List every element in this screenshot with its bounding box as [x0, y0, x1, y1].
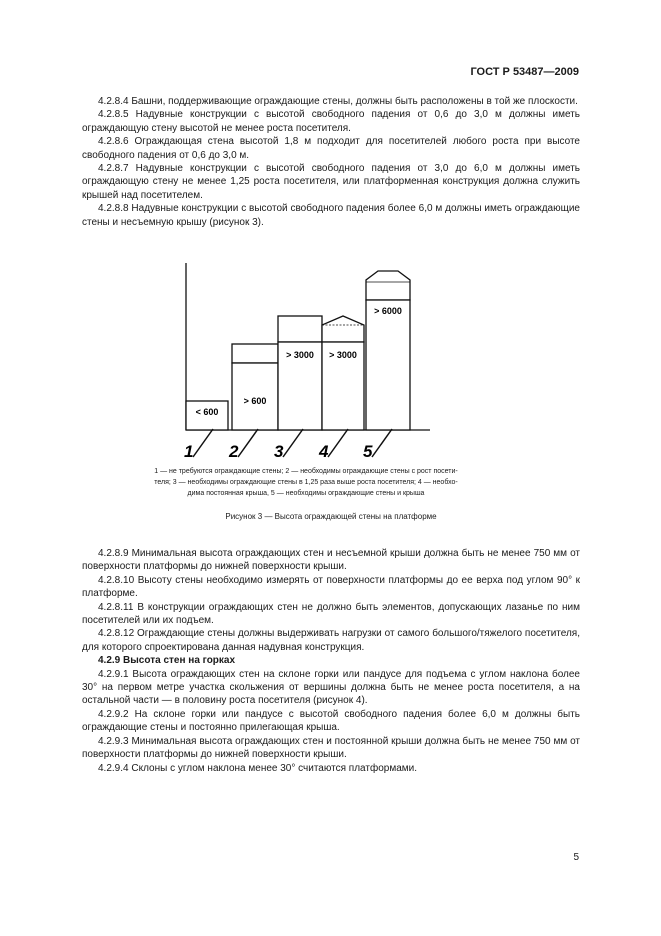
figure-caption [108, 466, 504, 499]
bar-3-number: 3 [274, 442, 284, 461]
bar-2-label: > 600 [243, 396, 267, 406]
bar-5 [366, 300, 410, 430]
paragraph: 4.2.9.3 Минимальная высота ограждающих стен и постоянной крыши должна быть не менее 750 мм от поверхности платформы до нижней поверхности крыши. [82, 735, 580, 761]
paragraph: 4.2.9.1 Высота ограждающих стен на склоне горки или пандусе для подъема с углом наклона более 30° на первом метре участка скольжения от вершины должна быть не менее роста посетителя, а на остальной части — в половину роста посетителя (рисунок 4). [82, 668, 580, 707]
bar-5-label: > 6000 [374, 306, 402, 316]
leader-line [372, 429, 392, 457]
paragraph: 4.2.8.11 В конструкции ограждающих стен не должно быть элементов, допускающих лазанье по ним посетителей или их подъем. [82, 601, 580, 627]
document-id: ГОСТ Р 53487—2009 [470, 66, 579, 78]
bar-3-label: > 3000 [286, 350, 314, 360]
leader-line [238, 429, 258, 457]
leader-line [193, 429, 213, 457]
paragraph: 4.2.8.7 Надувные конструкции с высотой свободного падения от 3,0 до 6,0 м должны иметь ограждающую стену не менее 1,25 роста посетителя, или платформенная конструкция должна служить крышей над посетителем. [82, 163, 580, 201]
bar-4-roof [322, 316, 364, 342]
bar-2-number: 2 [229, 442, 239, 461]
paragraph: 4.2.8.9 Минимальная высота ограждающих стен и несъемной крыши должна быть не менее 750 мм от поверхности платформы до нижней поверхности крыши. [82, 548, 580, 573]
figure-title: Рисунок 3 — Высота ограждающей стены на платформе [225, 512, 437, 521]
bar-4-number: 4 [319, 442, 329, 461]
text-block-bottom [82, 547, 580, 775]
bar-3-wall [278, 316, 322, 342]
section-heading: 4.2.9 Высота стен на горках [98, 655, 236, 667]
bar-1-label: < 600 [195, 407, 219, 417]
leader-line [283, 429, 303, 457]
caption-line: дима постоянная крыша, 5 — необходимы ограждающие стены и крыша [187, 490, 425, 497]
bar-5-number: 5 [363, 442, 373, 461]
caption-line: 1 — не требуются ограждающие стены; 2 — необходимы ограждающие стены с рост посети- [154, 468, 458, 475]
paragraph: 4.2.8.5 Надувные конструкции с высотой свободного падения от 0,6 до 3,0 м должны иметь ограждающую стену высотой не менее роста посетителя. [82, 109, 580, 134]
paragraph: 4.2.8.12 Ограждающие стены должны выдерживать нагрузки от самого большого/тяжелого посетителя, для которого спроектирована данная надувная конструкция. [82, 628, 580, 653]
paragraph: 4.2.9.4 Склоны с углом наклона менее 30° считаются платформами. [98, 762, 417, 774]
paragraph: 4.2.9.2 На склоне горки или пандусе с высотой свободного падения более 6,0 м должны быть ограждающие стены и постоянно прилегающая крыша. [82, 708, 580, 734]
bar-1-number: 1 [184, 442, 194, 461]
paragraph: 4.2.8.4 Башни, поддерживающие ограждающие стены, должны быть расположены в той же плоскости. [98, 96, 578, 107]
bar-5-roof [366, 271, 410, 300]
paragraph: 4.2.8.6 Ограждающая стена высотой 1,8 м подходит для посетителей любого роста при высоте свободного падения от 0,6 до 3,0 м. [82, 136, 580, 161]
bar-2-wall [232, 344, 278, 363]
leader-line [328, 429, 348, 457]
page-number: 5 [573, 852, 579, 863]
bar-numbers [184, 429, 392, 461]
caption-line: теля; 3 — необходимы ограждающие стены в 1,25 раза выше роста посетителя; 4 — необхо- [154, 479, 458, 486]
paragraph: 4.2.8.10 Высоту стены необходимо измерять от поверхности платформы до ее верха под углом 90° к платформе. [82, 574, 580, 600]
paragraph: 4.2.8.8 Надувные конструкции с высотой свободного падения более 6,0 м должны иметь ограждающие стены и несъемную крышу (рисунок 3). [82, 203, 580, 228]
bar-4-label: > 3000 [329, 350, 357, 360]
